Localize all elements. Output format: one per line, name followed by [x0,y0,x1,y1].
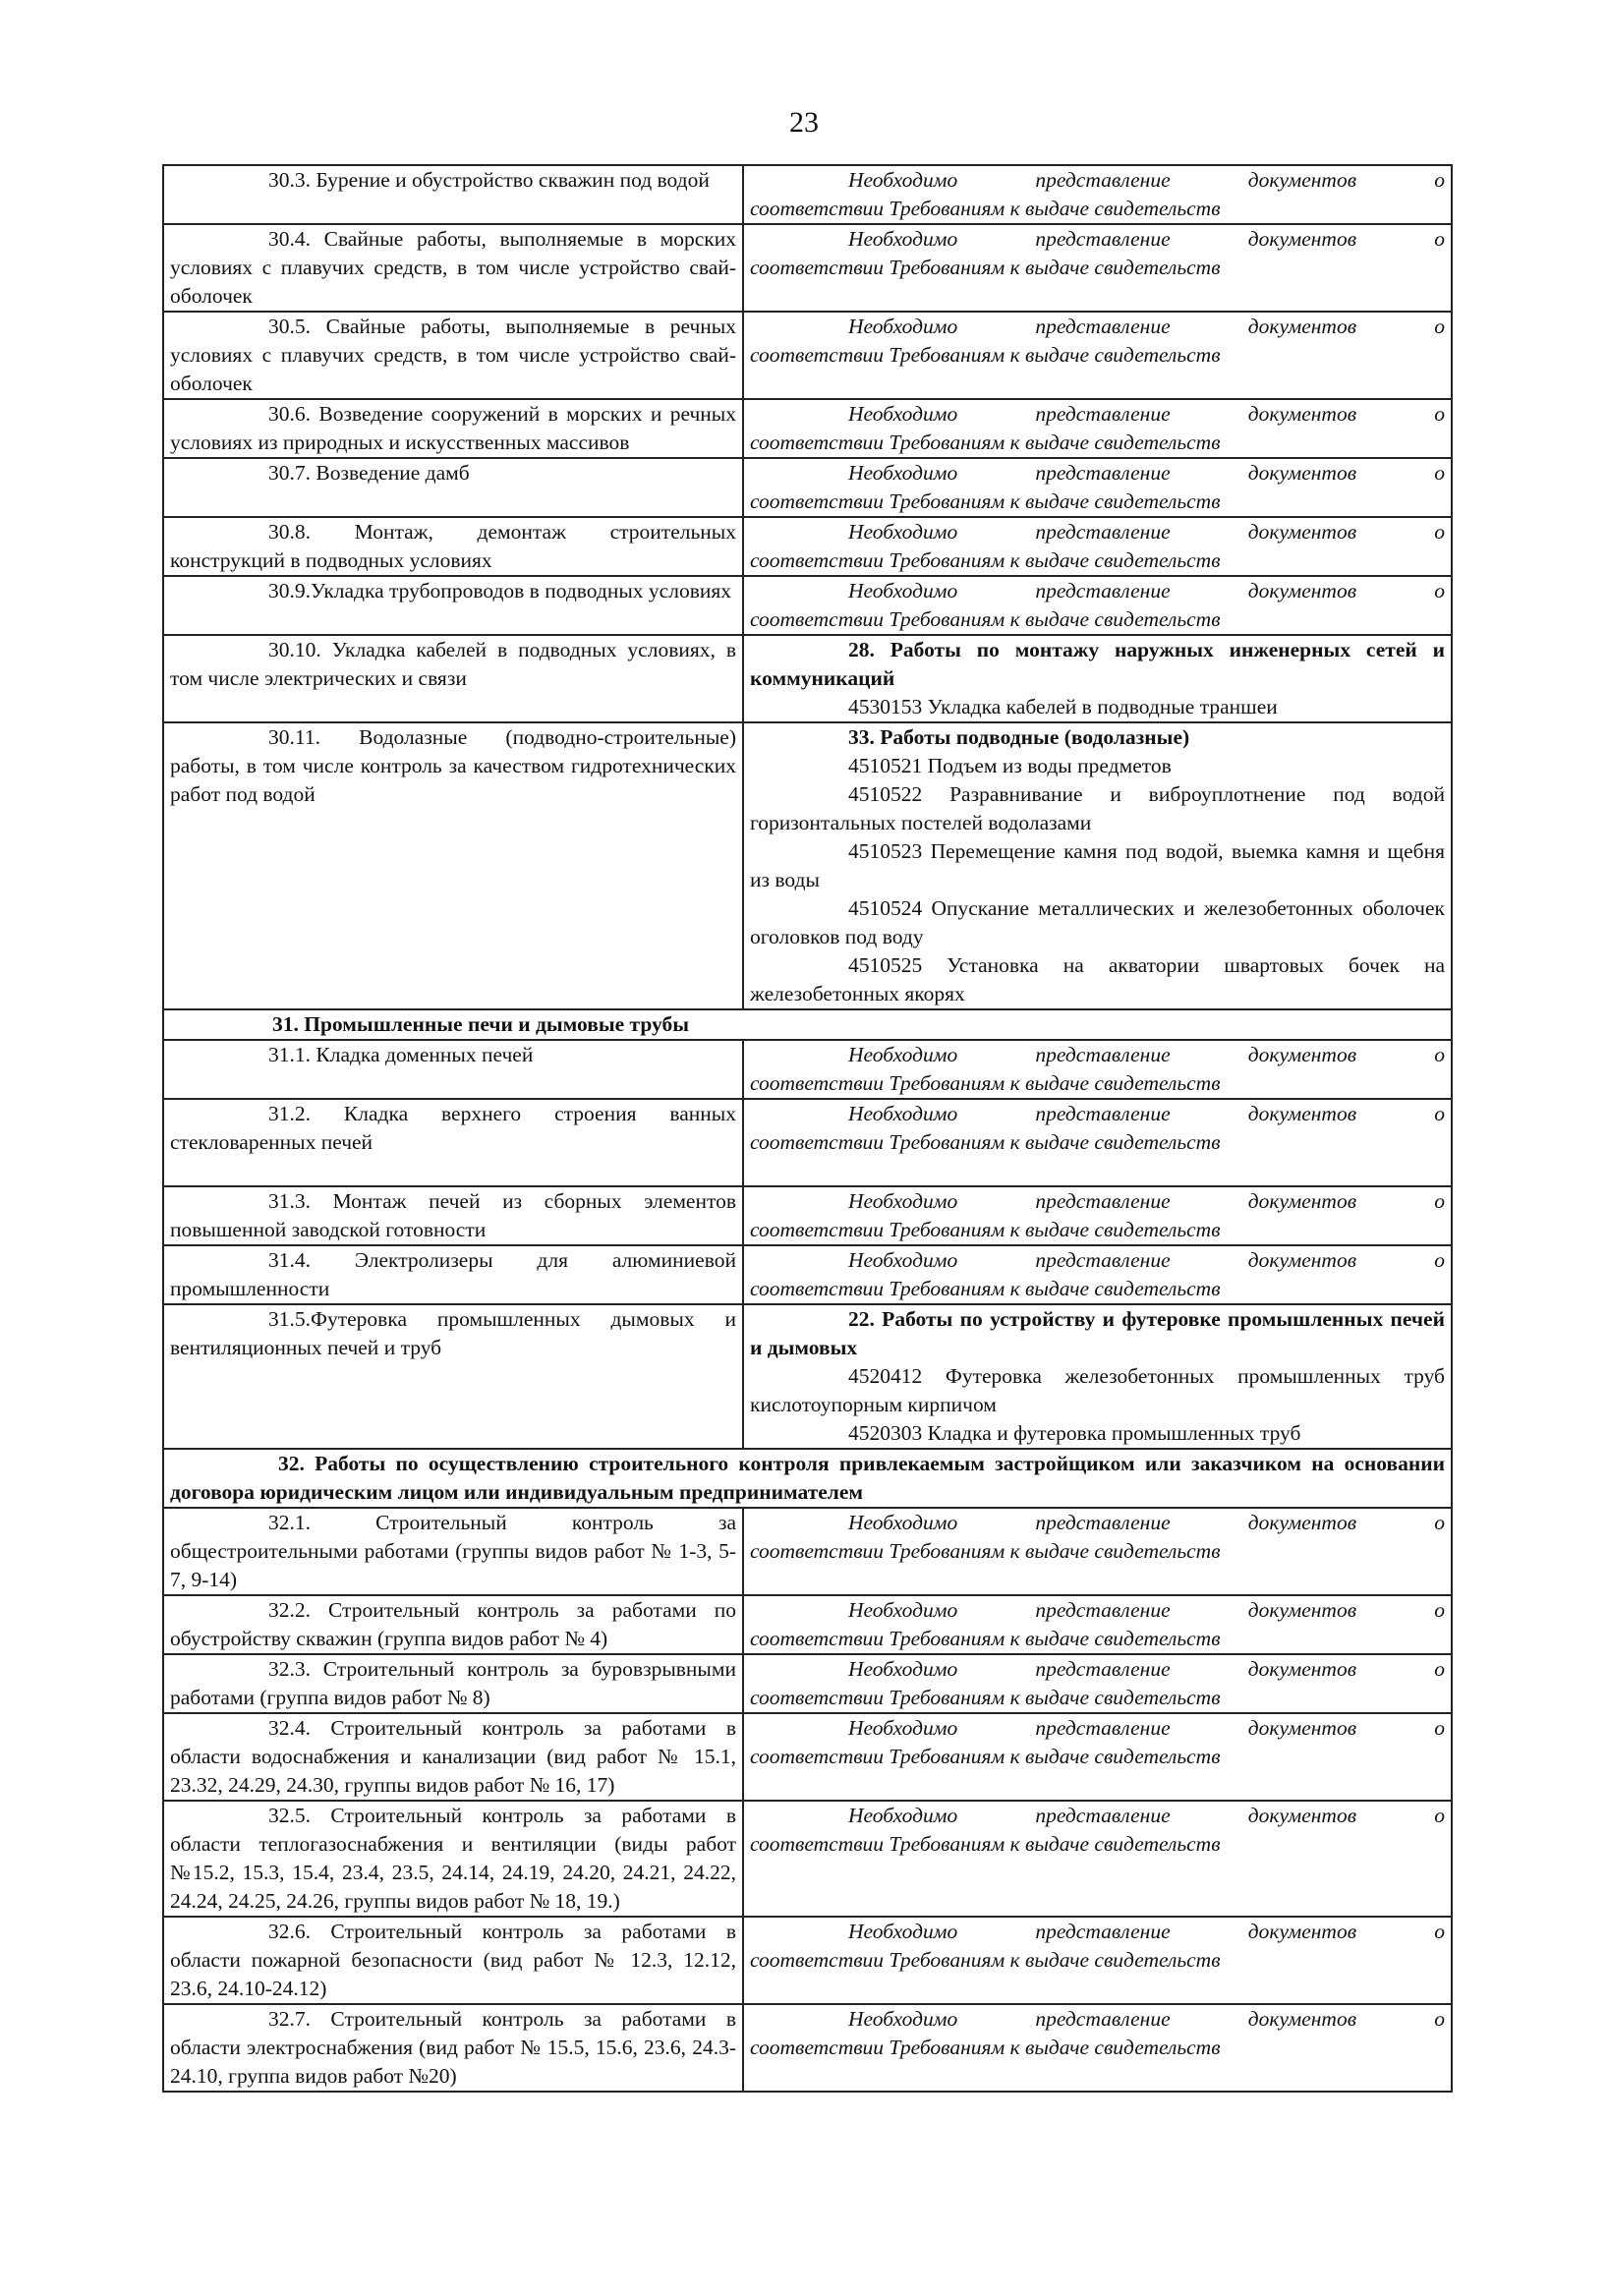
work-type-cell: 32.3. Строительный контроль за буровзрывными работами (группа видов работ № 8) [163,1654,743,1713]
okved-group-heading: 33. Работы подводные (водолазные) [848,725,1190,749]
work-type-cell: 30.11. Водолазные (подводно-строительные) работы, в том числе контроль за качеством гидротехнических работ под водой [163,722,743,1009]
requirement-cell [743,224,1452,312]
table-row [163,399,1452,458]
requirement-text-line1: Необходимо представление документов о [848,1657,1445,1681]
requirement-text-line1: Необходимо представление документов о [848,1804,1445,1827]
table-row [163,1654,1452,1713]
table-row [163,517,1452,576]
table-row [163,1801,1452,1917]
okved-group-heading: 22. Работы по устройству и футеровке промышленных печей и дымовых [750,1307,1445,1359]
table-row [163,1099,1452,1186]
table-row [163,1508,1452,1595]
requirement-text-line1: Необходимо представление документов о [848,461,1445,485]
requirement-cell [743,1917,1452,2004]
work-type-cell: 30.6. Возведение сооружений в морских и речных условиях из природных и искусственных массивов [163,399,743,458]
work-type-cell: 30.3. Бурение и обустройство скважин под водой [163,165,743,224]
okved-item: 4520412 Футеровка железобетонных промышленных труб кислотоупорным кирпичом [750,1364,1445,1416]
requirement-cell [743,1186,1452,1245]
requirement-text-line2: соответствии Требованиям к выдаче свидетельств [750,489,1221,513]
work-type-cell: 32.2. Строительный контроль за работами по обустройству скважин (группа видов работ № 4) [163,1595,743,1654]
work-types-table [162,164,1453,2093]
requirement-text-line1: Необходимо представление документов о [848,1716,1445,1740]
requirement-text-line1: Необходимо представление документов о [848,520,1445,544]
table-row [163,2004,1452,2092]
requirement-cell [743,1508,1452,1595]
table-row [163,1304,1452,1449]
requirement-text-line1: Необходимо представление документов о [848,1043,1445,1066]
table-row [163,458,1452,517]
requirement-text-line2: соответствии Требованиям к выдаче свидетельств [750,607,1221,631]
work-type-cell: 31.2. Кладка верхнего строения ванных стекловаренных печей [163,1099,743,1186]
requirement-cell [743,458,1452,517]
requirement-text-line2: соответствии Требованиям к выдаче свидетельств [750,1627,1221,1650]
okved-item: 4520303 Кладка и футеровка промышленных труб [848,1421,1301,1445]
requirement-text-line2: соответствии Требованиям к выдаче свидетельств [750,1832,1221,1856]
table-row [163,1595,1452,1654]
okved-cell [743,722,1452,1009]
work-type-cell: 31.5.Футеровка промышленных дымовых и вентиляционных печей и труб [163,1304,743,1449]
work-type-cell: 30.7. Возведение дамб [163,458,743,517]
section-heading: 32. Работы по осуществлению строительного контроля привлекаемым застройщиком или заказчиком на основании договора юридическим лицом или индивидуальным предпринимателем [163,1449,1452,1508]
table-row [163,722,1452,1009]
table-row [163,1449,1452,1508]
requirement-cell [743,1713,1452,1801]
requirement-text-line1: Необходимо представление документов о [848,1102,1445,1125]
requirement-text-line2: соответствии Требованиям к выдаче свидетельств [750,1948,1221,1972]
requirement-text-line2: соответствии Требованиям к выдаче свидетельств [750,343,1221,367]
requirement-text-line2: соответствии Требованиям к выдаче свидетельств [750,1130,1221,1154]
requirement-text-line2: соответствии Требованиям к выдаче свидетельств [750,1071,1221,1095]
okved-group-heading: 28. Работы по монтажу наружных инженерных сетей и коммуникаций [750,638,1445,690]
table-row [163,635,1452,722]
requirement-cell [743,1245,1452,1304]
requirement-text-line2: соответствии Требованиям к выдаче свидетельств [750,1745,1221,1768]
work-type-cell: 32.6. Строительный контроль за работами в области пожарной безопасности (вид работ № 12.3, 12.12, 23.6, 24.10-24.12) [163,1917,743,2004]
work-type-cell: 30.10. Укладка кабелей в подводных условиях, в том числе электрических и связи [163,635,743,722]
work-type-cell: 31.4. Электролизеры для алюминиевой промышленности [163,1245,743,1304]
requirement-text-line2: соответствии Требованиям к выдаче свидетельств [750,197,1221,220]
work-type-cell: 32.5. Строительный контроль за работами в области теплогазоснабжения и вентиляции (виды работ №15.2, 15.3, 15.4, 23.4, 23.5, 24.14, 24.19, 24.20, 24.21, 24.22, 24.24, 24.25, 24.26, группы видов работ № 18, 19.) [163,1801,743,1917]
table-row [163,1009,1452,1040]
table-row [163,1917,1452,2004]
table-row [163,1040,1452,1099]
work-type-cell: 32.7. Строительный контроль за работами в области электроснабжения (вид работ № 15.5, 15.6, 23.6, 24.3-24.10, группа видов работ №20) [163,2004,743,2092]
requirement-cell [743,2004,1452,2092]
requirement-text-line1: Необходимо представление документов о [848,227,1445,251]
requirement-cell [743,576,1452,635]
work-type-cell: 32.1. Строительный контроль за общестроительными работами (группы видов работ № 1-3, 5-7, 9-14) [163,1508,743,1595]
requirement-text-line2: соответствии Требованиям к выдаче свидетельств [750,548,1221,572]
requirement-text-line2: соответствии Требованиям к выдаче свидетельств [750,1277,1221,1300]
requirement-cell [743,1040,1452,1099]
requirement-text-line1: Необходимо представление документов о [848,402,1445,426]
work-type-cell: 31.1. Кладка доменных печей [163,1040,743,1099]
requirement-text-line1: Необходимо представление документов о [848,1248,1445,1272]
requirement-text-line2: соответствии Требованиям к выдаче свидетельств [750,1218,1221,1241]
requirement-text-line1: Необходимо представление документов о [848,1920,1445,1943]
table-row [163,1713,1452,1801]
okved-item: 4510525 Установка на акватории швартовых бочек на железобетонных якорях [750,953,1445,1005]
requirement-text-line2: соответствии Требованиям к выдаче свидетельств [750,256,1221,279]
okved-item: 4510521 Подъем из воды предметов [848,754,1172,777]
requirement-text-line1: Необходимо представление документов о [848,2007,1445,2031]
okved-cell [743,1304,1452,1449]
requirement-cell [743,399,1452,458]
requirement-cell [743,517,1452,576]
work-type-cell: 30.4. Свайные работы, выполняемые в морских условиях с плавучих средств, в том числе устройство свай-оболочек [163,224,743,312]
requirement-cell [743,165,1452,224]
table-row [163,165,1452,224]
table-row [163,1186,1452,1245]
work-type-cell: 30.9.Укладка трубопроводов в подводных условиях [163,576,743,635]
work-type-cell: 30.5. Свайные работы, выполняемые в речных условиях с плавучих средств, в том числе устройство свай-оболочек [163,312,743,399]
table-row [163,1245,1452,1304]
page-number: 23 [789,106,819,139]
requirement-text-line2: соответствии Требованиям к выдаче свидетельств [750,1686,1221,1709]
requirement-cell [743,1801,1452,1917]
requirement-text-line1: Необходимо представление документов о [848,1598,1445,1622]
work-type-cell: 32.4. Строительный контроль за работами в области водоснабжения и канализации (вид работ № 15.1, 23.32, 24.29, 24.30, группы видов работ № 16, 17) [163,1713,743,1801]
requirement-text-line2: соответствии Требованиям к выдаче свидетельств [750,2036,1221,2059]
okved-item: 4510524 Опускание металлических и железобетонных оболочек оголовков под воду [750,896,1445,948]
table-row [163,576,1452,635]
requirement-text-line1: Необходимо представление документов о [848,1189,1445,1213]
section-heading: 31. Промышленные печи и дымовые трубы [163,1009,1452,1040]
okved-item: 4510522 Разравнивание и виброуплотнение под водой горизонтальных постелей водолазами [750,782,1445,834]
work-type-cell: 30.8. Монтаж, демонтаж строительных конструкций в подводных условиях [163,517,743,576]
requirement-text-line1: Необходимо представление документов о [848,579,1445,603]
table-row [163,312,1452,399]
okved-item: 4530153 Укладка кабелей в подводные траншеи [848,695,1278,718]
requirement-text-line1: Необходимо представление документов о [848,168,1445,192]
okved-cell [743,635,1452,722]
requirement-text-line2: соответствии Требованиям к выдаче свидетельств [750,1539,1221,1563]
requirement-text-line1: Необходимо представление документов о [848,315,1445,338]
okved-item: 4510523 Перемещение камня под водой, выемка камня и щебня из воды [750,839,1445,891]
work-type-cell: 31.3. Монтаж печей из сборных элементов повышенной заводской готовности [163,1186,743,1245]
requirement-cell [743,1099,1452,1186]
requirement-text-line2: соответствии Требованиям к выдаче свидетельств [750,430,1221,454]
requirement-cell [743,1654,1452,1713]
table-row [163,224,1452,312]
requirement-cell [743,312,1452,399]
requirement-cell [743,1595,1452,1654]
requirement-text-line1: Необходимо представление документов о [848,1511,1445,1534]
